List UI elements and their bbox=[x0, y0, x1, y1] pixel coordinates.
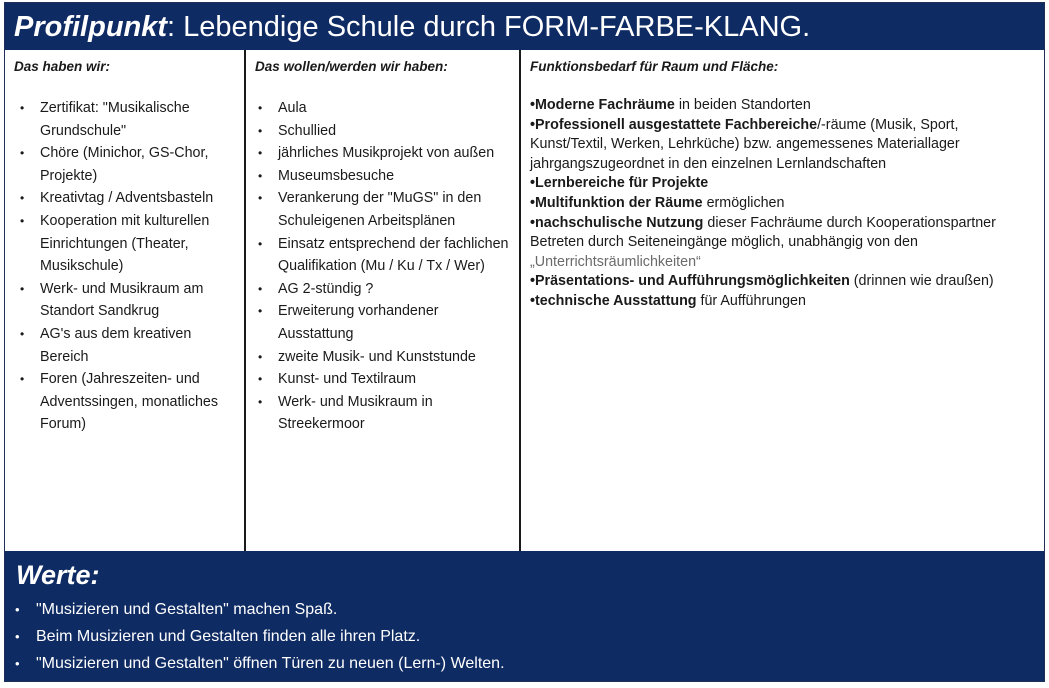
bullet-icon: • bbox=[258, 236, 263, 251]
list-item: • Verankerung der "MuGS" in den Schuleigenen Arbeitsplänen bbox=[246, 187, 519, 232]
list-item: • Werk- und Musikraum am Standort Sandkrug bbox=[5, 278, 244, 323]
list-item: • Beim Musizieren und Gestalten finden alle ihren Platz. bbox=[5, 623, 1044, 650]
bullet-icon: • bbox=[15, 629, 20, 644]
bullet-icon: • bbox=[258, 304, 263, 319]
needs-line: •Professionell ausgestattete Fachbereiche/-räume (Musik, Sport, Kunst/Textil, Werken, Lehrküche) bzw. angemessenes Materiallager jahrgangszugeordnet in den einzelnen Lernlandschaften bbox=[530, 116, 960, 172]
needs-text bbox=[530, 96, 1016, 312]
list-item: • Museumsbesuche bbox=[246, 165, 519, 188]
content-table bbox=[5, 50, 1044, 551]
title-bold: Profilpunkt bbox=[14, 11, 168, 43]
list-item: • jährliches Musikprojekt von außen bbox=[246, 142, 519, 165]
list-item: • Werk- und Musikraum in Streekermoor bbox=[246, 391, 519, 436]
list-item: • AG's aus dem kreativen Bereich bbox=[5, 323, 244, 368]
list-item: • Kunst- und Textilraum bbox=[246, 368, 519, 391]
list-item: • Zertifikat: "Musikalische Grundschule" bbox=[5, 97, 244, 142]
list-item: • Erweiterung vorhandener Ausstattung bbox=[246, 300, 519, 345]
values-section bbox=[5, 551, 1044, 681]
list-item: • "Musizieren und Gestalten" machen Spaß. bbox=[5, 596, 1044, 623]
needs-line: •technische Ausstattung für Aufführungen bbox=[530, 292, 806, 309]
bullet-icon: • bbox=[258, 191, 263, 206]
bullet-icon: • bbox=[258, 394, 263, 409]
needs-line: •Präsentations- und Aufführungsmöglichkeiten (drinnen wie draußen) bbox=[530, 273, 994, 290]
list-item: • zweite Musik- und Kunststunde bbox=[246, 346, 519, 369]
bullet-icon: • bbox=[258, 146, 263, 161]
bullet-icon: • bbox=[258, 168, 263, 183]
header-bar bbox=[5, 3, 1044, 51]
bullet-icon: • bbox=[20, 372, 25, 387]
list-item: • Einsatz entsprechend der fachlichen Qualifikation (Mu / Ku / Tx / Wer) bbox=[246, 233, 519, 278]
bullet-icon: • bbox=[20, 146, 25, 161]
needs-line: •Moderne Fachräume in beiden Standorten bbox=[530, 97, 811, 113]
bullet-icon: • bbox=[258, 349, 263, 364]
list-item: • Kooperation mit kulturellen Einrichtungen (Theater, Musikschule) bbox=[5, 210, 244, 278]
list-item: • Schullied bbox=[246, 120, 519, 143]
list-item: • Chöre (Minichor, GS-Chor, Projekte) bbox=[5, 142, 244, 187]
column-have-heading: Das haben wir: bbox=[14, 59, 111, 74]
page-title bbox=[14, 10, 810, 44]
list-item: • Foren (Jahreszeiten- und Adventssingen, monatliches Forum) bbox=[5, 368, 244, 436]
bullet-icon: • bbox=[15, 602, 20, 617]
list-item: • AG 2-stündig ? bbox=[246, 278, 519, 301]
bullet-icon: • bbox=[15, 656, 20, 671]
bullet-icon: • bbox=[20, 213, 25, 228]
title-rest: : Lebendige Schule durch FORM-FARBE-KLANG. bbox=[167, 11, 811, 43]
column-have bbox=[5, 50, 246, 551]
bullet-icon: • bbox=[258, 101, 263, 115]
column-needs bbox=[521, 50, 1046, 551]
want-list bbox=[246, 97, 519, 436]
profile-sheet bbox=[4, 2, 1045, 682]
bullet-icon: • bbox=[20, 326, 25, 341]
have-list bbox=[5, 97, 244, 436]
bullet-icon: • bbox=[20, 191, 25, 206]
column-needs-heading: Funktionsbedarf für Raum und Fläche: bbox=[530, 59, 779, 74]
column-want-heading: Das wollen/werden wir haben: bbox=[255, 59, 448, 74]
list-item: • Aula bbox=[246, 97, 519, 120]
bullet-icon: • bbox=[258, 281, 263, 296]
list-item: • Kreativtag / Adventsbasteln bbox=[5, 187, 244, 210]
bullet-icon: • bbox=[20, 101, 25, 115]
needs-line: •nachschulische Nutzung dieser Fachräume durch Kooperationspartner Betreten durch Seiteneingänge möglich, unabhängig von den bbox=[530, 214, 996, 251]
values-list bbox=[5, 596, 1044, 677]
values-title: Werte: bbox=[16, 560, 100, 590]
needs-line: •Multifunktion der Räume ermöglichen bbox=[530, 194, 785, 211]
list-item: • "Musizieren und Gestalten" öffnen Türen zu neuen (Lern-) Welten. bbox=[5, 650, 1044, 677]
needs-line: „Unterrichtsräumlichkeiten“ bbox=[530, 253, 701, 270]
bullet-icon: • bbox=[20, 281, 25, 296]
needs-line: •Lernbereiche für Projekte bbox=[530, 175, 709, 192]
bullet-icon: • bbox=[258, 123, 263, 138]
bullet-icon: • bbox=[258, 372, 263, 387]
column-want bbox=[246, 50, 521, 551]
